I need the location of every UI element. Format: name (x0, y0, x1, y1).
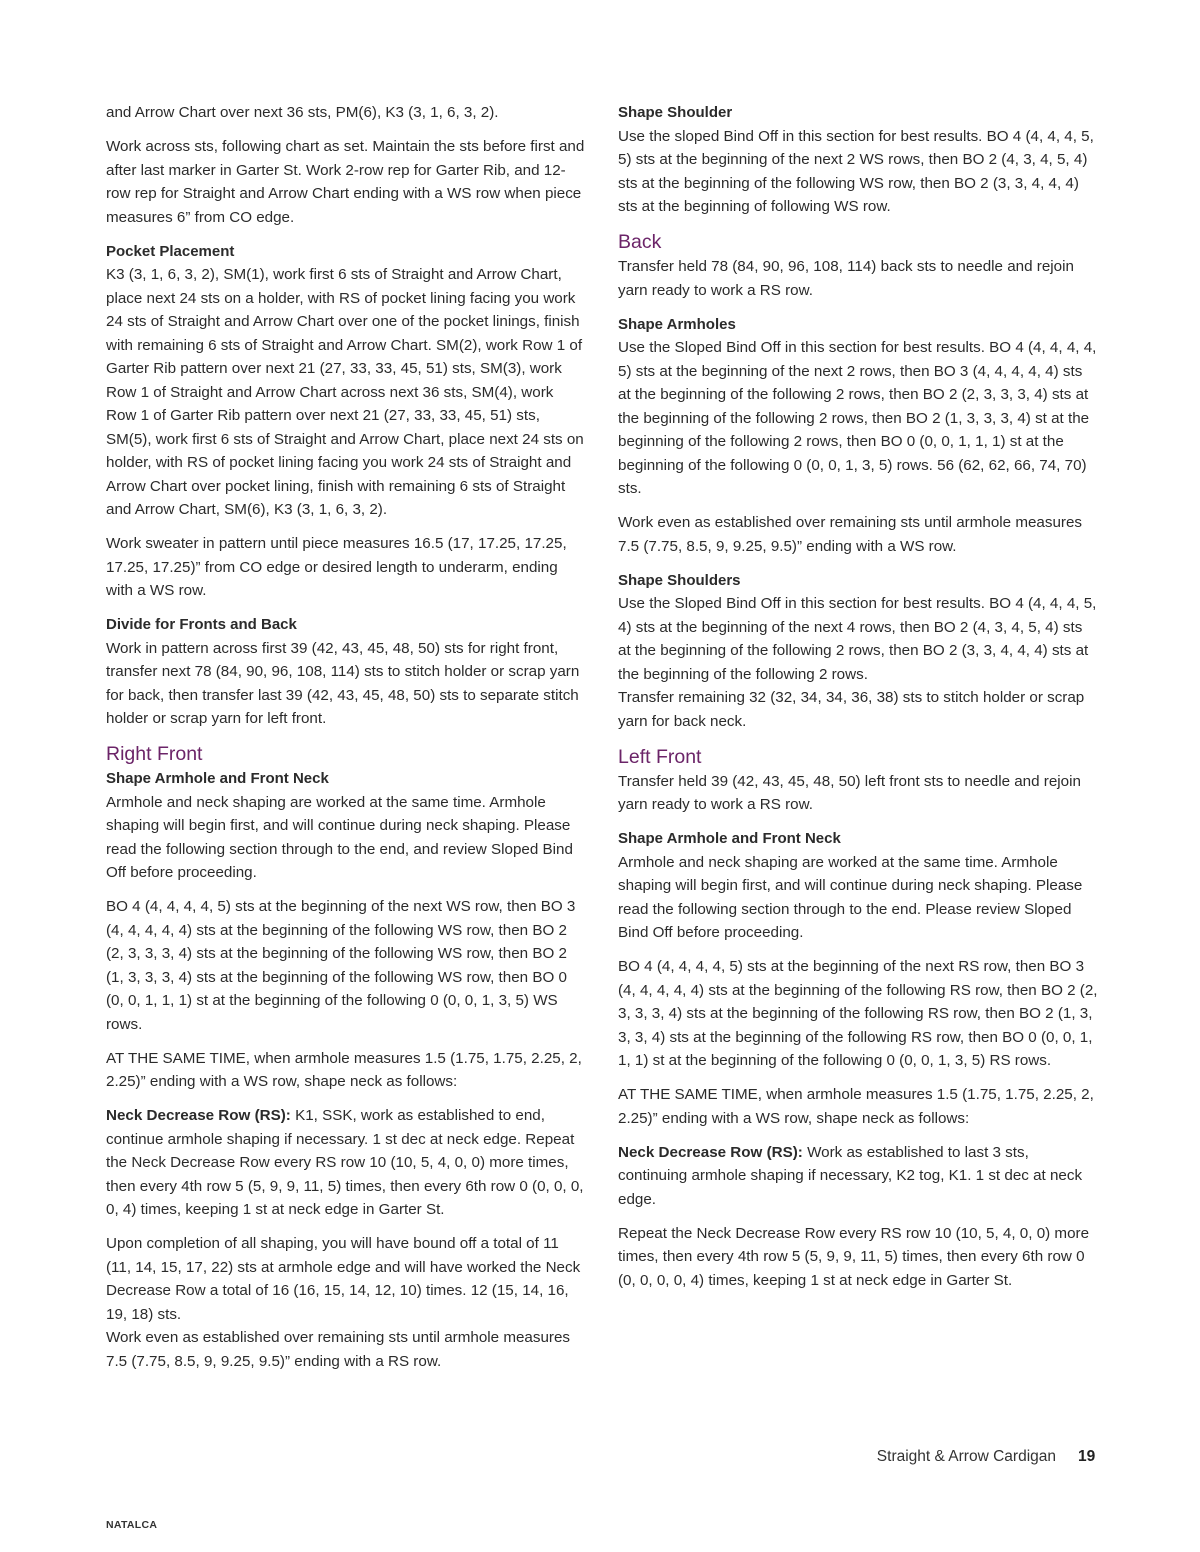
lf-neck-decrease-text: Work as established to last 3 sts, continuing armhole shaping if necessary, K2 tog, K1. 1 st dec at neck edge. (618, 1143, 1083, 1208)
lf-bind-off-text: BO 4 (4, 4, 4, 4, 5) sts at the beginning of the next RS row, then BO 3 (4, 4, 4, 4, 4) sts at the beginning of the following RS row, then BO 2 (2, 3, 3, 3, 4) sts at the beginning of the following RS row, then BO 2 (1, 3, 3, 3, 4) sts at the beginning of the following RS row, then BO 0 (0, 0, 1, 1, 1) st at the beginning of the following 0 (0, 0, 1, 3, 5) RS rows. (618, 958, 1098, 1069)
lf-same-time-text: AT THE SAME TIME, when armhole measures 1.5 (1.75, 1.75, 2.25, 2, 2.25)” ending with a WS row, shape neck as follows: (618, 1086, 1094, 1127)
shape-shoulder-heading: Shape Shoulder (618, 104, 733, 121)
rf-shape-text: Armhole and neck shaping are worked at the same time. Armhole shaping will begin first, and will continue during neck shaping. Please read the following section through to the end, and review Sloped Bind Off before proceeding. (106, 793, 573, 881)
rf-neck-decrease-text: K1, SSK, work as established to end, continue armhole shaping if necessary. 1 st dec at neck edge. Repeat the Neck Decrease Row every RS row 10 (10, 5, 4, 0, 0) more times, then every 4th row 5 (5, 9, 9, 11, 5) times, then every 6th row 0 (0, 0, 0, 0, 4) times, keeping 1 st at neck edge in Garter St. (106, 1107, 584, 1218)
pocket-placement-text: K3 (3, 1, 6, 3, 2), SM(1), work first 6 sts of Straight and Arrow Chart, place next 24 sts on a holder, with RS of pocket lining facing you work 24 sts of Straight and Arrow Chart over one of the pocket linings, finish with remaining 6 sts of Straight and Arrow Chart. SM(2), work Row 1 of Garter Rib pattern over next 21 (27, 33, 33, 45, 51) sts, SM(3), work Row 1 of Straight and Arrow Chart across next 36 sts, SM(4), work Row 1 of Garter Rib pattern over next 21 (27, 33, 33, 45, 51) sts, SM(5), work first 6 sts of Straight and Arrow Chart, place next 24 sts on holder, with RS of pocket lining facing you work 24 sts of Straight and Arrow Chart over pocket lining, finish with remaining 6 sts of Straight and Arrow Chart, SM(6), K3 (3, 1, 6, 3, 2). (106, 266, 584, 518)
lf-repeat-text: Repeat the Neck Decrease Row every RS row 10 (10, 5, 4, 0, 0) more times, then every 4th row 5 (5, 9, 9, 11, 5) times, then every 6th row 0 (0, 0, 0, 0, 4) times, keeping 1 st at neck edge in Garter St. (618, 1224, 1090, 1289)
lf-neck-decrease-label: Neck Decrease Row (RS): (618, 1143, 803, 1161)
left-front-title: Left Front (618, 745, 702, 768)
rf-bind-off-text: BO 4 (4, 4, 4, 4, 5) sts at the beginning of the next WS row, then BO 3 (4, 4, 4, 4, 4) sts at the beginning of the following WS row, then BO 2 (2, 3, 3, 3, 4) sts at the beginning of the following WS row, then BO 2 (1, 3, 3, 3, 4) sts at the beginning of the following WS row, then BO 0 (0, 0, 1, 1, 1) st at the beginning of the following 0 (0, 0, 1, 3, 5) WS rows. (106, 898, 576, 1033)
shape-shoulder-text: Use the sloped Bind Off in this section for best results. BO 4 (4, 4, 4, 5, 5) sts at the beginning of the next 2 WS rows, then BO 2 (4, 3, 4, 5, 4) sts at the beginning of the following WS row, then BO 2 (3, 3, 4, 4, 4) sts at the beginning of following WS row. (618, 127, 1094, 215)
rf-shape-heading: Shape Armhole and Front Neck (106, 770, 329, 787)
rf-neck-decrease-label: Neck Decrease Row (RS): (106, 1107, 291, 1124)
back-shoulders-heading: Shape Shoulders (618, 571, 741, 589)
rf-same-time-text: AT THE SAME TIME, when armhole measures 1.5 (1.75, 1.75, 2.25, 2, 2.25)” ending with a WS row, shape neck as follows: (106, 1049, 582, 1090)
work-across-paragraph: Work across sts, following chart as set. Maintain the sts before first and after last marker in Garter St. Work 2-row rep for Garter Rib, and 12-row rep for Straight and Arrow Chart ending with a WS row when piece measures 6” from CO edge. (106, 138, 585, 226)
pocket-placement-heading: Pocket Placement (106, 242, 235, 260)
page-number: 19 (1078, 1448, 1096, 1465)
lf-shape-text: Armhole and neck shaping are worked at the same time. Armhole shaping will begin first, and will continue during neck shaping. Please read the following section through to the end. Please review Sloped Bind Off before proceeding. (618, 853, 1083, 941)
back-shoulders-text: Use the Sloped Bind Off in this section for best results. BO 4 (4, 4, 4, 5, 4) sts at the beginning of the next 4 rows, then BO 2 (4, 3, 4, 5, 4) sts at the beginning of the following 2 rows, then BO 2 (3, 3, 4, 4, 4) sts at the beginning of the following 2 rows. (618, 595, 1097, 683)
rf-work-even-text: Work even as established over remaining sts until armhole measures 7.5 (7.75, 8.5, 9, 9.25, 9.5)” ending with a RS row. (106, 1329, 570, 1370)
back-transfer-text: Transfer held 78 (84, 90, 96, 108, 114) back sts to needle and rejoin yarn ready to work a RS row. (618, 258, 1074, 299)
left-column (106, 101, 586, 1384)
lf-transfer-text: Transfer held 39 (42, 43, 45, 48, 50) left front sts to needle and rejoin yarn ready to work a RS row. (618, 772, 1081, 813)
back-transfer-remaining-text: Transfer remaining 32 (32, 34, 34, 36, 38) sts to stitch holder or scrap yarn for back neck. (618, 689, 1085, 730)
lf-neck-decrease-paragraph (618, 1141, 1098, 1212)
back-title: Back (618, 231, 662, 253)
back-work-even-text: Work even as established over remaining sts until armhole measures 7.5 (7.75, 8.5, 9, 9.25, 9.5)” ending with a WS row. (618, 514, 1082, 555)
footer-pattern-title: Straight & Arrow Cardigan (876, 1448, 1056, 1465)
back-armholes-text: Use the Sloped Bind Off in this section for best results. BO 4 (4, 4, 4, 4, 5) sts at the beginning of the next 2 rows, then BO 3 (4, 4, 4, 4, 4) sts at the beginning of the following 2 rows, then BO 2 (2, 3, 3, 3, 4) sts at the beginning of the following 2 rows, then BO 2 (1, 3, 3, 3, 4) st at the beginning of the following 2 rows, then BO 0 (0, 0, 1, 1, 1) st at the beginning of the following 0 (0, 0, 1, 3, 5) rows. 56 (62, 62, 66, 74, 70) sts. (618, 339, 1097, 497)
footer-brand: NATALCA (106, 1519, 158, 1531)
divide-text: Work in pattern across first 39 (42, 43, 45, 48, 50) sts for right front, transfer next 78 (84, 90, 96, 108, 114) sts to stitch holder or scrap yarn for back, then transfer last 39 (42, 43, 45, 48, 50) sts to separate stitch holder or scrap yarn for left front. (106, 639, 580, 727)
lf-shape-heading: Shape Armhole and Front Neck (618, 830, 841, 847)
work-sweater-paragraph: Work sweater in pattern until piece measures 16.5 (17, 17.25, 17.25, 17.25, 17.25)” from CO edge or desired length to underarm, ending with a WS row. (106, 535, 567, 599)
back-armholes-heading: Shape Armholes (618, 315, 736, 333)
intro-paragraph: and Arrow Chart over next 36 sts, PM(6), K3 (3, 1, 6, 3, 2). (106, 104, 499, 121)
divide-heading: Divide for Fronts and Back (106, 616, 297, 633)
right-column (618, 101, 1098, 1303)
rf-completion-text: Upon completion of all shaping, you will have bound off a total of 11 (11, 14, 15, 17, 22) sts at armhole edge and will have worked the Neck Decrease Row a total of 16 (16, 15, 14, 12, 10) times. 12 (15, 14, 16, 19, 18) sts. (106, 1235, 581, 1323)
right-front-title: Right Front (106, 743, 203, 765)
rf-neck-decrease-paragraph (106, 1104, 586, 1222)
